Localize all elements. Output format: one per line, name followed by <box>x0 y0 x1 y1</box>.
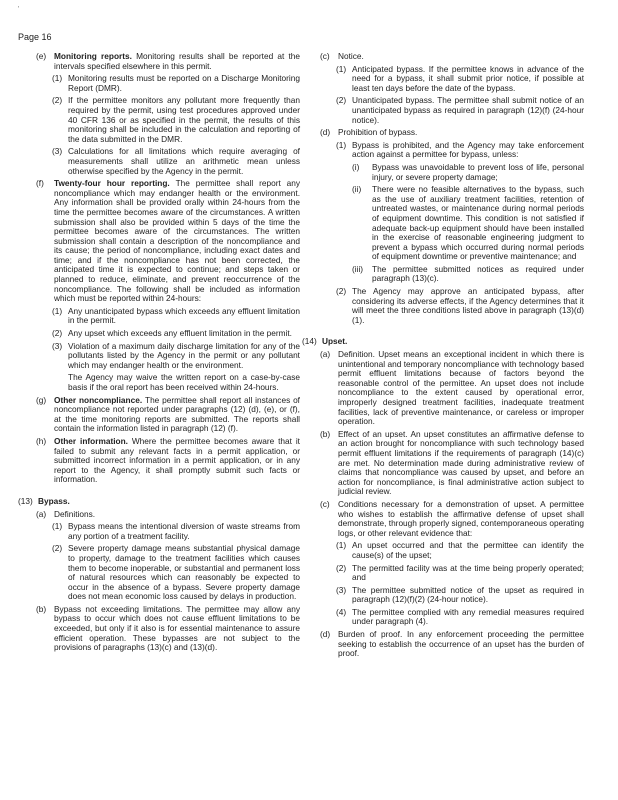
right-paragraph <box>322 541 584 560</box>
paragraph-label: (b) <box>320 428 331 439</box>
right-paragraph <box>322 350 584 427</box>
left-paragraph <box>38 373 300 392</box>
left-paragraph <box>38 307 300 326</box>
paragraph-heading: Bypass. <box>38 495 70 506</box>
paragraph-text: An upset occurred and that the permittee can identify the cause(s) of the upset; <box>352 540 584 560</box>
paragraph-label: (1) <box>52 521 63 532</box>
paragraph-label: (c) <box>320 498 330 509</box>
paragraph-text: Severe property damage means substantial physical damage to property, damage to the treatment facilities which causes them to become inoperable, or substantial and permanent loss of natural resources which can reasonably be expected to occur in the absence of a bypass. Severe property damage does not mean economic loss caused by delays in production. <box>68 543 300 602</box>
paragraph-text: Any unanticipated bypass which exceeds any effluent limitation in the permit. <box>68 305 300 326</box>
right-paragraph <box>322 52 584 62</box>
left-paragraph <box>38 544 300 602</box>
paragraph-label: (i) <box>352 161 360 172</box>
paragraph-text: Other noncompliance. The permittee shall report all instances of noncompliance not reported under paragraphs (12) (d), (e), or (f), at the time monitoring reports are submitted. The reports shall contain the information listed in paragraph (12) (f). <box>54 394 300 434</box>
paragraph-text: The permitted facility was at the time being properly operated; and <box>352 562 584 583</box>
paragraph-text: Burden of proof. In any enforcement proceeding the permittee seeking to establish the occurrence of an upset has the burden of proof. <box>338 629 584 659</box>
left-paragraph <box>38 342 300 371</box>
paragraph-label: (2) <box>336 286 347 297</box>
paragraph-text: Other information. Where the permittee becomes aware that it failed to submit any relevant facts in a permit application, or submitted incorrect information in a permit application, or in any report to the Agency, it shall promptly submit such facts or information. <box>54 435 300 485</box>
paragraph-label: (a) <box>36 508 47 519</box>
paragraph-label: (2) <box>52 328 63 339</box>
right-paragraph <box>322 128 584 138</box>
paragraph-label: (13) <box>18 495 33 506</box>
paragraph-heading: Other information. <box>54 435 132 446</box>
paragraph-text: The permittee submitted notice of the upset as required in paragraph (12)(f)(2) (24-hour notice). <box>352 584 584 605</box>
page-number: Page 16 <box>18 32 52 42</box>
paragraph-label: (e) <box>36 51 47 61</box>
right-paragraph <box>322 608 584 627</box>
left-paragraph <box>38 52 300 71</box>
paragraph-heading: Other noncompliance. <box>54 394 145 405</box>
paragraph-heading: Upset. <box>322 336 348 347</box>
paragraph-text: Any upset which exceeds any effluent limitation in the permit. <box>68 328 292 339</box>
left-paragraph <box>38 329 300 339</box>
right-paragraph <box>322 265 584 284</box>
paragraph-label: (c) <box>320 51 330 61</box>
right-paragraph <box>322 185 584 262</box>
paragraph-label: (3) <box>336 584 347 595</box>
paragraph-text: Notice. <box>338 51 364 61</box>
left-paragraph <box>38 74 300 93</box>
right-paragraph <box>322 500 584 538</box>
paragraph-text: The Agency may waive the written report on a case-by-case basis if the oral report has been received within 24-hours. <box>68 372 300 392</box>
left-paragraph <box>38 437 300 485</box>
paragraph-text: Bypass means the intentional diversion of waste streams from any portion of a treatment facility. <box>68 521 300 541</box>
paragraph-label: (4) <box>336 606 347 617</box>
paragraph-text: Violation of a maximum daily discharge limitation for any of the pollutants listed by the Agency in the permit or any pollutant which may endanger health or the environment. <box>68 340 300 370</box>
right-paragraph <box>322 96 584 125</box>
paragraph-text: Calculations for all limitations which require averaging of measurements shall utilize an arithmetic mean unless otherwise specified by the Agency in the permit. <box>68 146 300 176</box>
left-paragraph <box>18 495 300 507</box>
paragraph-text: Anticipated bypass. If the permittee knows in advance of the need for a bypass, it shall submit prior notice, if possible at least ten days before the date of the bypass. <box>352 63 584 93</box>
paragraph-label: (1) <box>52 305 63 316</box>
left-paragraph <box>38 96 300 144</box>
paragraph-text: There were no feasible alternatives to the bypass, such as the use of auxiliary treatment facilities, retention of untreated wastes, or maintenance during normal periods of equipment downtime. This condition is not satisfied if adequate back-up equipment should have been installed in the exercise of reasonable engineering judgment to prevent a bypass which occurred during normal periods of equipment downtime or preventive maintenance; and <box>372 184 584 262</box>
paragraph-heading: Monitoring reports. <box>54 51 137 61</box>
paragraph-label: (iii) <box>352 263 364 274</box>
paragraph-text: Monitoring results must be reported on a Discharge Monitoring Report (DMR). <box>68 73 300 93</box>
paragraph-text <box>38 497 300 507</box>
paragraph-text: The Agency may approve an anticipated bypass, after considering its adverse effects, if the Agency determines that it will meet the three conditions listed above in paragraph (13)(d)(1). <box>352 286 584 325</box>
right-column <box>302 51 584 662</box>
right-paragraph <box>322 141 584 160</box>
paragraph-text: Bypass is prohibited, and the Agency may take enforcement action against a permittee for bypass, unless: <box>352 139 584 160</box>
paragraph-label: (a) <box>320 349 331 360</box>
paragraph-heading: Twenty-four hour reporting. <box>54 178 176 189</box>
right-paragraph <box>322 564 584 583</box>
paragraph-text: The permittee complied with any remedial measures required under paragraph (4). <box>352 606 584 627</box>
right-paragraph <box>322 287 584 325</box>
paragraph-text: Bypass not exceeding limitations. The permittee may allow any bypass to occur which does not cause effluent limitations to be exceeded, but only if it also is for essential maintenance to assure efficient operation. These bypasses are not subject to the provisions of paragraphs (13)(c) and (13)(d). <box>54 603 300 653</box>
paragraph-label: (1) <box>52 73 63 84</box>
paragraph-text: If the permittee monitors any pollutant more frequently than required by the permit, using test procedures approved under 40 CFR 136 or as specified in the permit, the results of this monitoring shall be included in the calculation and reporting of the data submitted in the DMR. <box>68 95 300 144</box>
paragraph-label: (b) <box>36 603 47 614</box>
paragraph-text: Definitions. <box>54 508 96 519</box>
paragraph-text: Prohibition of bypass. <box>338 127 418 138</box>
left-column <box>18 51 301 656</box>
paragraph-label: (3) <box>52 340 63 351</box>
paragraph-label: (14) <box>302 336 317 347</box>
paragraph-text: Bypass was unavoidable to prevent loss of life, personal injury, or severe property damage; <box>372 161 584 182</box>
paragraph-text: The permittee submitted notices as required under paragraph (13)(c). <box>372 263 584 284</box>
left-paragraph <box>38 605 300 653</box>
paragraph-label: (h) <box>36 435 47 446</box>
left-paragraph <box>38 510 300 520</box>
paragraph-text: Effect of an upset. An upset constitutes an affirmative defense to an action brought for noncompliance with such technology based permit effluent limitations if the requirements of paragraph (14)(c) are met. No determination made during administrative review of claims that noncompliance was caused by upset, and before an action for noncompliance, is final administrative action subject to judicial review. <box>338 428 584 497</box>
paragraph-text: Definition. Upset means an exceptional incident in which there is unintentional and temporary noncompliance with technology based permit effluent limitations because of factors beyond the reasonable control of the permittee. An upset does not include noncompliance to the extent caused by operational error, improperly designed treatment facilities, inadequate treatment facilities, lack of preventive maintenance, or careless or improper operation. <box>338 349 584 427</box>
paragraph-label: (ii) <box>352 184 362 195</box>
paragraph-text: Conditions necessary for a demonstration of upset. A permittee who wishes to establish the affirmative defense of upset shall demonstrate, through properly signed, contemporaneous operating logs, or other relevant evidence that: <box>338 498 584 538</box>
paragraph-label: (1) <box>336 540 347 551</box>
paragraph-label: (2) <box>336 562 347 573</box>
paragraph-label: (1) <box>336 139 347 150</box>
paragraph-label: (g) <box>36 394 47 405</box>
left-paragraph <box>38 179 300 304</box>
paragraph-text <box>322 337 584 347</box>
paragraph-label: (2) <box>52 95 63 106</box>
right-paragraph <box>322 630 584 659</box>
right-paragraph <box>322 430 584 497</box>
left-paragraph <box>38 147 300 176</box>
right-paragraph <box>302 336 584 347</box>
right-paragraph <box>322 65 584 94</box>
paragraph-text: Monitoring reports. Monitoring results shall be reported at the intervals specified elsewhere in this permit. <box>54 51 301 71</box>
paragraph-label: (f) <box>36 178 44 189</box>
left-paragraph <box>38 396 300 434</box>
header-mark: ' <box>18 6 20 13</box>
paragraph-text: Twenty-four hour reporting. The permittee shall report any noncompliance which may endanger health or the environment. Any information shall be provided orally within 24-hours from the time the permittee becomes aware of the circumstances. A written submission shall also be provided within 5 days of the time the permittee becomes aware of the circumstances. The written submission shall contain a description of the noncompliance and its cause; the period of noncompliance, including exact dates and time; and if the noncompliance has not been corrected, the anticipated time it is expected to continue; and steps taken or planned to reduce, eliminate, and prevent reoccurrence of the noncompliance. The following shall be included as information which must be reported within 24-hours: <box>54 178 300 304</box>
paragraph-label: (3) <box>52 146 63 157</box>
paragraph-label: (2) <box>52 543 63 554</box>
paragraph-text: Unanticipated bypass. The permittee shall submit notice of an unanticipated bypass as required in paragraph (12)(f) (24-hour notice). <box>352 95 584 125</box>
right-paragraph <box>322 586 584 605</box>
left-paragraph <box>38 522 300 541</box>
paragraph-label: (d) <box>320 127 331 138</box>
paragraph-label: (d) <box>320 629 331 640</box>
paragraph-label: (2) <box>336 95 347 106</box>
paragraph-label: (1) <box>336 63 347 74</box>
right-paragraph <box>322 163 584 182</box>
